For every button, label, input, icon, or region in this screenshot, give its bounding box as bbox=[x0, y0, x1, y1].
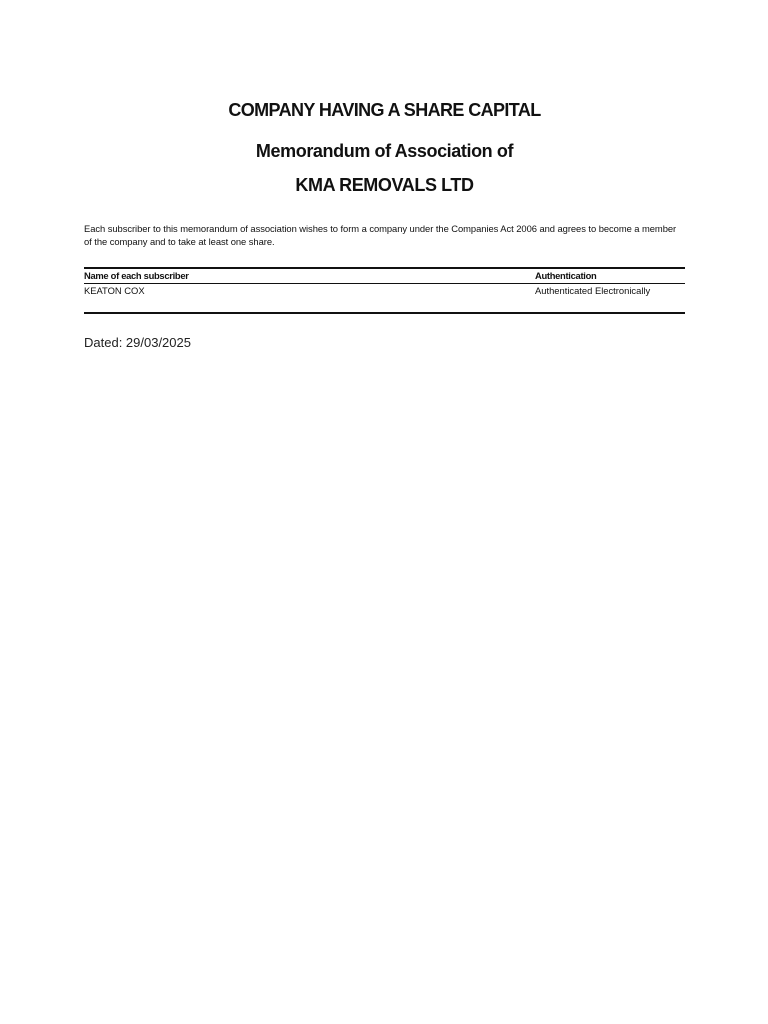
subscriber-authentication: Authenticated Electronically bbox=[535, 285, 651, 296]
intro-paragraph: Each subscriber to this memorandum of association wishes to form a company under the Companies Act 2006 and agrees to become a member of the company and to take at least one share. bbox=[84, 223, 677, 247]
document-subheading: Memorandum of Association of bbox=[255, 141, 514, 161]
table-bottom-rule bbox=[84, 312, 685, 314]
header-authentication: Authentication bbox=[535, 270, 597, 281]
subscriber-name: KEATON COX bbox=[84, 285, 145, 296]
table-row bbox=[84, 284, 685, 312]
dated-line: Dated: 29/03/2025 bbox=[84, 335, 191, 350]
header-name-of-subscriber: Name of each subscriber bbox=[84, 270, 189, 281]
subscriber-table bbox=[84, 267, 685, 314]
table-header-row bbox=[84, 269, 685, 283]
document-heading: COMPANY HAVING A SHARE CAPITAL bbox=[228, 100, 541, 120]
company-name: KMA REMOVALS LTD bbox=[295, 175, 474, 195]
